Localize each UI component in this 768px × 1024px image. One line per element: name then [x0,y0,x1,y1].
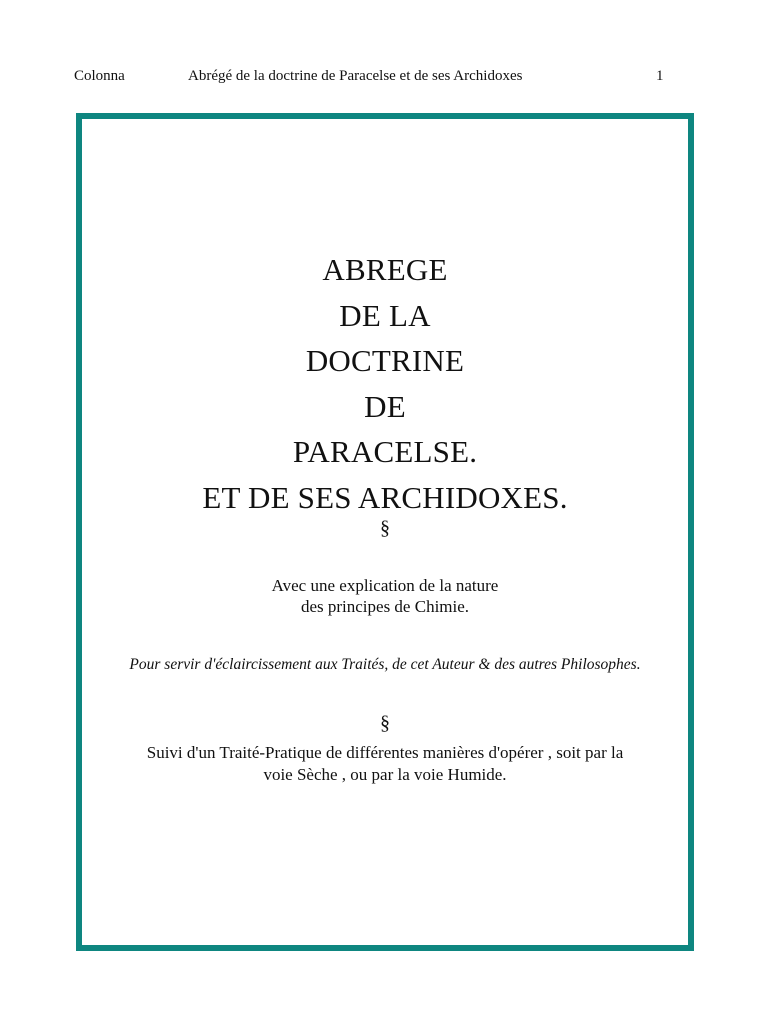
section-mark: § [380,712,390,734]
header-title: Abrégé de la doctrine de Paracelse et de ses Archidoxes [188,68,523,84]
title-page-frame [76,113,694,951]
title-line: PARACELSE. [292,434,478,470]
running-header [0,68,768,88]
section-mark: § [380,517,390,539]
sequel-line: Suivi d'un Traité-Pratique de différentes manières d'opérer , soit par la [146,743,624,762]
book-title [82,247,688,521]
page-number: 1 [656,68,664,84]
title-line: ABREGE [322,252,448,287]
purpose-statement: Pour servir d'éclaircissement aux Traités, de cet Auteur & des autres Philosophes. [129,656,641,673]
subtitle-line: des principes de Chimie. [300,597,470,616]
subtitle-line: Avec une explication de la nature [271,576,499,595]
title-line: ET DE SES ARCHIDOXES. [202,479,568,515]
title-line: DOCTRINE [305,343,465,379]
title-line: DE LA [339,297,431,333]
sequel-line: voie Sèche , ou par la voie Humide. [263,765,507,784]
sequel-description [100,742,670,786]
subtitle [82,575,688,617]
header-author: Colonna [74,68,125,84]
title-line: DE [364,388,406,424]
